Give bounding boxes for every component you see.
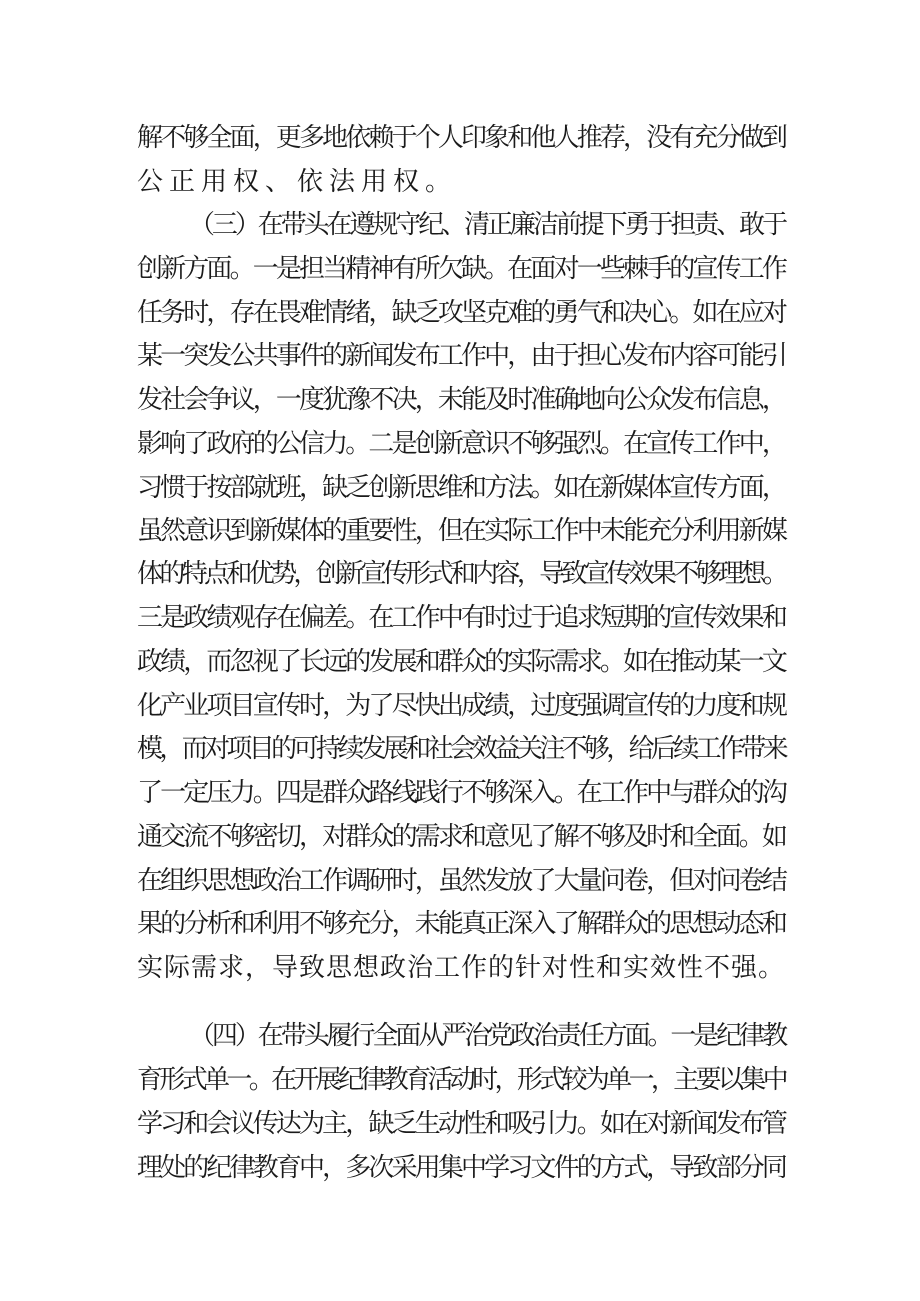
- paragraph-heading-3: （三）在带头在遵规守纪、清正廉洁前提下勇于担责、敢于: [189, 210, 786, 240]
- text-line: 理处的纪律教育中，多次采用集中学习文件的方式，导致部分同: [137, 1153, 786, 1183]
- text-line: 了一定压力。四是群众路线践行不够深入。在工作中与群众的沟: [137, 778, 786, 808]
- text-line: 发社会争议，一度犹豫不决，未能及时准确地向公众发布信息，: [137, 385, 786, 415]
- paragraph-heading-4: （四）在带头履行全面从严治党政治责任方面。一是纪律教: [189, 1021, 786, 1051]
- text-line: 果的分析和利用不够充分，未能真正深入了解群众的思想动态和: [137, 909, 786, 939]
- text-line: 体的特点和优势，创新宣传形式和内容，导致宣传效果不够理想。: [137, 559, 786, 589]
- text-line: 学习和会议传达为主，缺乏生动性和吸引力。如在对新闻发布管: [137, 1109, 786, 1139]
- text-line: 在组织思想政治工作调研时，虽然发放了大量问卷，但对问卷结: [137, 866, 786, 896]
- text-line: 通交流不够密切，对群众的需求和意见了解不够及时和全面。如: [137, 822, 786, 852]
- text-line: 虽然意识到新媒体的重要性，但在实际工作中未能充分利用新媒: [137, 516, 786, 546]
- text-line: 育形式单一。在开展纪律教育活动时，形式较为单一，主要以集中: [137, 1065, 786, 1095]
- text-line: 任务时，存在畏难情绪，缺乏攻坚克难的勇气和决心。如在应对: [137, 298, 786, 328]
- text-line: 某一突发公共事件的新闻发布工作中，由于担心发布内容可能引: [137, 341, 786, 371]
- text-line: 模，而对项目的可持续发展和社会效益关注不够，给后续工作带来: [137, 734, 786, 764]
- text-line: 影响了政府的公信力。二是创新意识不够强烈。在宣传工作中，: [137, 429, 786, 459]
- text-line: 解不够全面，更多地依赖于个人印象和他人推荐，没有充分做到: [137, 123, 786, 153]
- text-line: 化产业项目宣传时，为了尽快出成绩，过度强调宣传的力度和规: [137, 691, 786, 721]
- text-line: 习惯于按部就班，缺乏创新思维和方法。如在新媒体宣传方面，: [137, 473, 786, 503]
- text-line: 政绩，而忽视了长远的发展和群众的实际需求。如在推动某一文: [137, 647, 786, 677]
- text-line: 创新方面。一是担当精神有所欠缺。在面对一些棘手的宣传工作: [137, 254, 786, 284]
- text-line: 实际需求，导致思想政治工作的针对性和实效性不强。: [137, 953, 786, 983]
- text-line: 三是政绩观存在偏差。在工作中有时过于追求短期的宣传效果和: [137, 603, 786, 633]
- text-line: 公正用权、依法用权。: [137, 167, 458, 197]
